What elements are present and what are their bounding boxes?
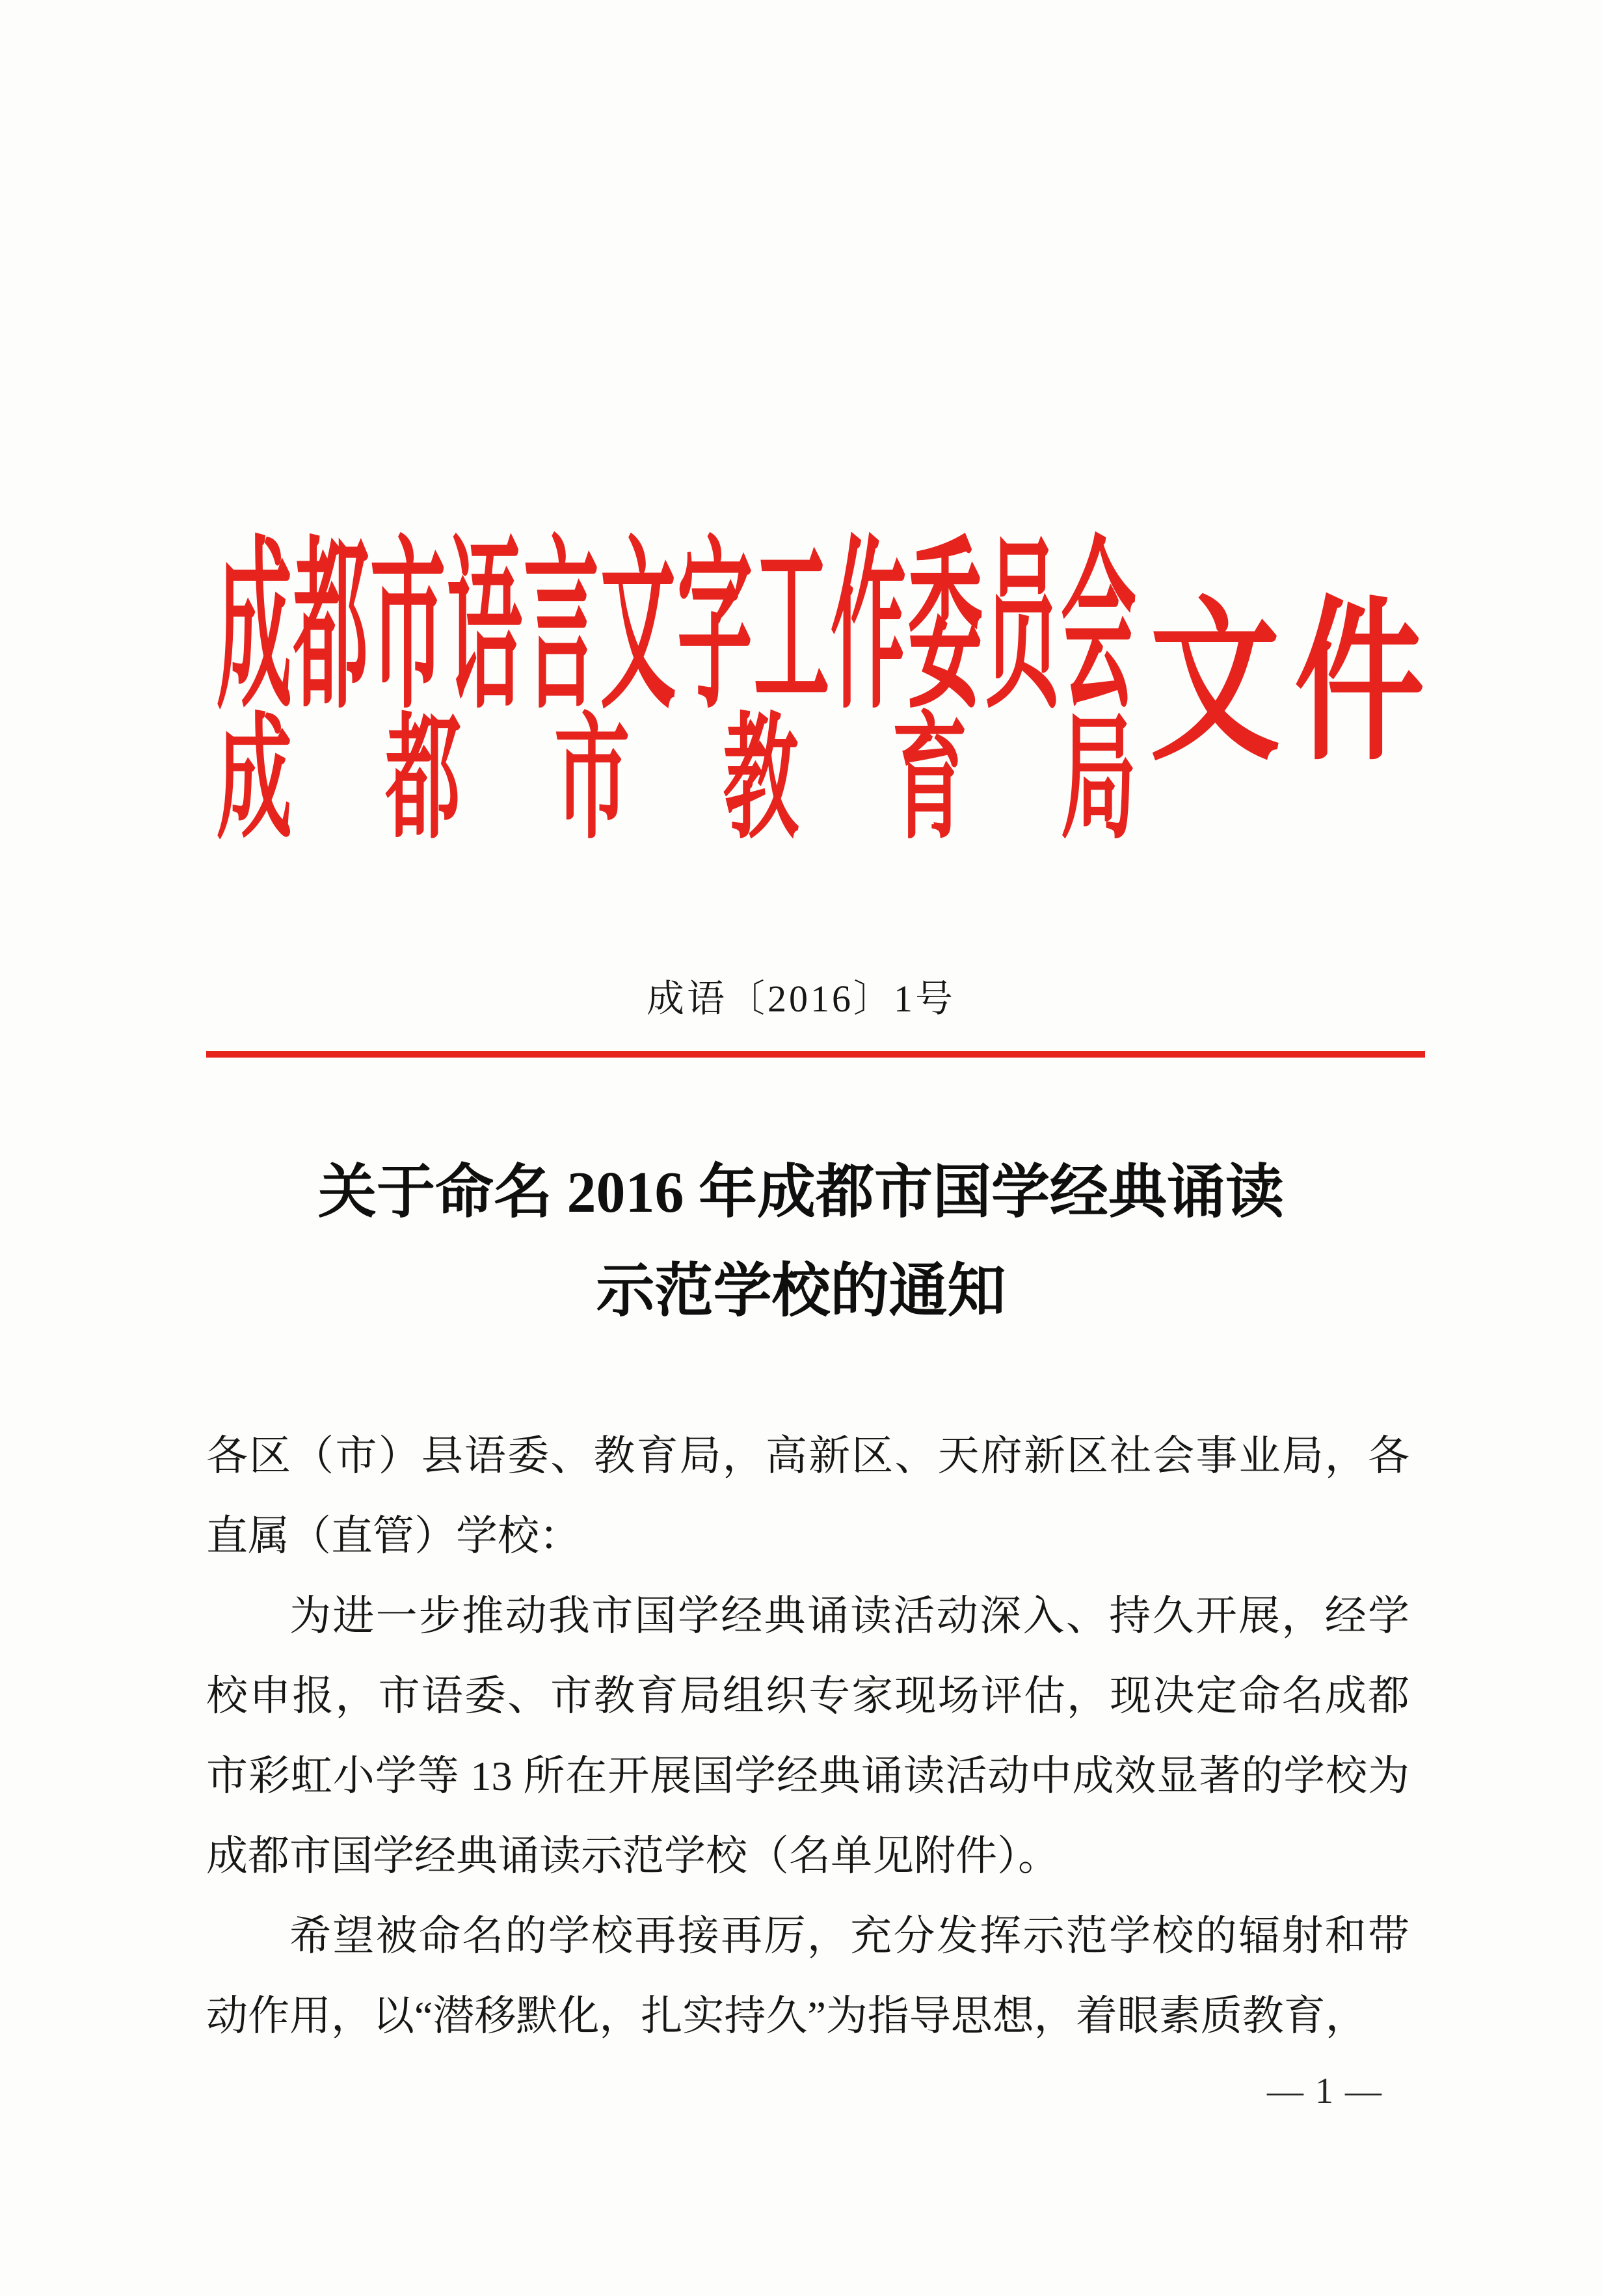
char: 育 <box>892 706 968 856</box>
doc-type-label <box>1150 587 1424 782</box>
char: 局 <box>1060 706 1136 856</box>
char: 员 <box>984 527 1060 732</box>
char: 都 <box>293 527 369 732</box>
document-title-line2: 示范学校的通知 <box>596 1259 1006 1324</box>
page-number: — 1 — <box>1267 2071 1383 2111</box>
char: 委 <box>907 527 983 732</box>
char: 言 <box>524 527 599 732</box>
body-paragraph-1: 为进一步推动我市国学经典诵读活动深入、持久开展，经学校申报，市语委、市教育局组织专家现场评估，现决定命名成都市彩虹小学等 13 所在开展国学经典诵读活动中成效显著的学校为成都市国学经典诵读示范学校（名单见附件）。 <box>206 1593 1409 1879</box>
issuer-name-line2 <box>217 706 1136 856</box>
document-title <box>0 1143 1602 1341</box>
char: 市 <box>554 706 630 856</box>
issuer-name-line1 <box>217 527 1136 732</box>
char: 件 <box>1294 587 1424 782</box>
char: 文 <box>1150 587 1281 782</box>
document-title-line1: 关于命名 2016 年成都市国学经典诵读 <box>318 1160 1284 1225</box>
char: 作 <box>831 527 906 732</box>
document-body <box>206 1416 1409 2056</box>
salutation: 各区（市）县语委、教育局，高新区、天府新区社会事业局，各直属（直管）学校： <box>206 1433 1409 1559</box>
char: 成 <box>217 706 292 856</box>
char: 市 <box>370 527 446 732</box>
char: 文 <box>600 527 676 732</box>
char: 字 <box>677 527 753 732</box>
document-number: 成语〔2016〕1号 <box>646 978 955 1020</box>
char: 教 <box>723 706 799 856</box>
char: 工 <box>754 527 829 732</box>
char: 会 <box>1061 527 1136 732</box>
char: 都 <box>385 706 461 856</box>
body-paragraph-2: 希望被命名的学校再接再厉，充分发挥示范学校的辐射和带动作用，以“潜移默化，扎实持久”为指导思想，着眼素质教育， <box>206 1913 1409 2039</box>
char: 成 <box>217 527 292 732</box>
char: 语 <box>447 527 522 732</box>
red-separator-line <box>206 1051 1425 1058</box>
